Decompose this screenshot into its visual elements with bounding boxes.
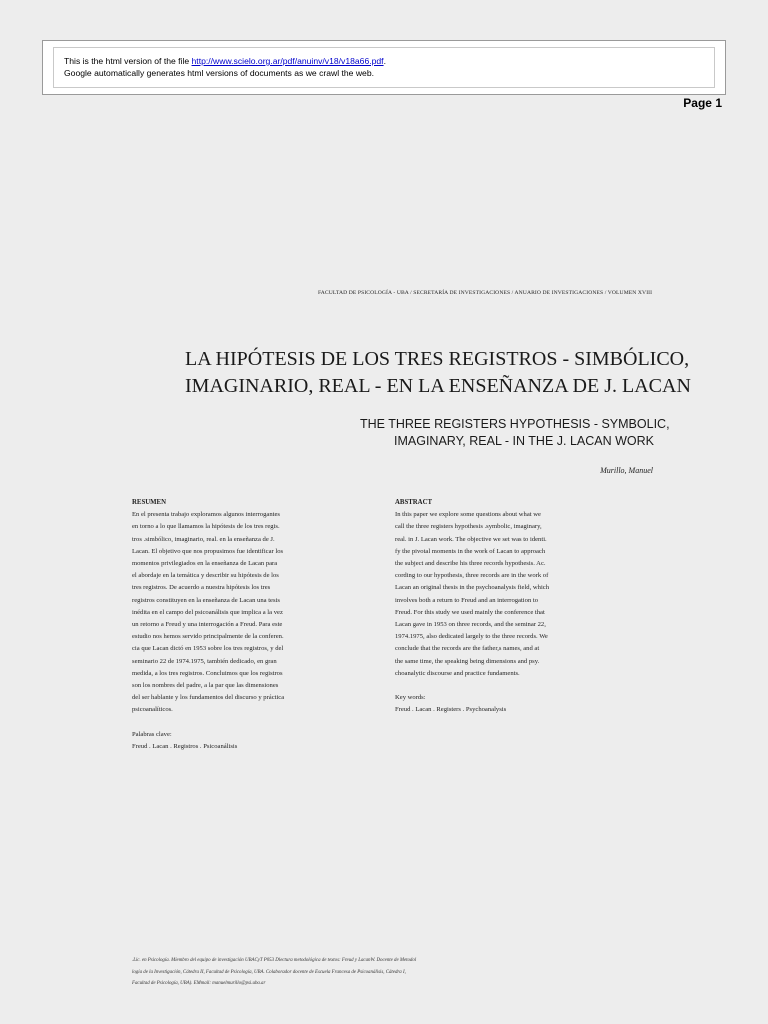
abstract-line: cording to our hypothesis, three records are in the work of <box>395 572 549 580</box>
resumen-line: en torno a lo que llamamos la hipótesis de los tres regis. <box>132 523 280 531</box>
resumen-line: psicoanalíticos. <box>132 706 173 714</box>
resumen-line: el abordaje en la temática y describir su hipótesis de los <box>132 572 279 580</box>
resumen-line: del ser hablante y los fundamentos del discurso y práctica <box>132 694 285 702</box>
abstract-line: involves both a return to Freud and an interrogation to <box>395 596 539 604</box>
resumen-line: estudio nos hemos servido principalmente de la conferen. <box>132 633 284 641</box>
abstract-line: 1974.1975, also dedicated largely to the three records. We <box>395 633 548 641</box>
abstract-line: the same time, the speaking being dimensions and psy. <box>395 657 540 665</box>
abstract-heading: ABSTRACT <box>395 499 433 506</box>
resumen-line: medida, a los tres registros. Concluimos que los registros <box>132 669 283 677</box>
resumen-line: En el presenta trabajo exploramos algunos interrogantes <box>132 511 280 519</box>
abstract-column <box>395 497 585 716</box>
spanish-title <box>185 346 745 400</box>
cache-notice-inner <box>53 47 715 88</box>
resumen-keywords: Freud . Lacan . Registros . Psicoanálisis <box>132 742 238 750</box>
spanish-title-line: IMAGINARIO, REAL - EN LA ENSEÑANZA DE J. LACAN <box>185 375 691 397</box>
cache-notice-line-1 <box>64 55 704 67</box>
abstract-keywords-label: Key words: <box>395 694 426 702</box>
cache-notice-box <box>42 40 726 95</box>
page-number-label: Page 1 <box>683 96 722 110</box>
abstract-keywords: Freud . Lacan . Registers . Psychoanalysis <box>395 706 507 714</box>
resumen-line: son los nombres del padre, a la par que las dimensiones <box>132 682 279 690</box>
abstract-line: call the three registers hypothesis .symbolic, imaginary, <box>395 523 542 531</box>
resumen-line: seminario 22 de 1974.1975, también dedicado, en gran <box>132 657 277 665</box>
abstract-line: choanalytic discourse and practice fundaments. <box>395 669 520 677</box>
resumen-column <box>132 497 322 753</box>
cache-notice-line-2: Google automatically generates html versions of documents as we crawl the web. <box>64 68 375 78</box>
resumen-body <box>132 509 322 716</box>
resumen-line: Lacan. El objetivo que nos propusimos fue identificar los <box>132 547 284 555</box>
resumen-heading: RESUMEN <box>132 499 166 506</box>
resumen-line: registros constituyen en la enseñanza de Lacan una tesis <box>132 596 280 604</box>
footnote-line: .Lic. en Psicología. Miembro del equipo de investigación UBACyT P053 Dlectura metodológica de textos: Freud y LacanW. Docente de Metodol <box>132 958 417 963</box>
abstract-line: Freud. For this study we used mainly the conference that <box>395 608 545 616</box>
resumen-line: tres registros. De acuerdo a nuestra hipótesis los tres <box>132 584 271 592</box>
footnote-line: Facultad de Psicología, UBA). EMmail: manuelmurillo@psi.uba.ar <box>132 981 266 986</box>
english-title-line: THE THREE REGISTERS HYPOTHESIS - SYMBOLIC, <box>360 417 670 431</box>
resumen-keywords-label: Palabras clave: <box>132 730 172 738</box>
author-footnote <box>132 955 552 990</box>
resumen-line: un retorno a Freud y una interrogación a Freud. Para este <box>132 621 283 629</box>
abstract-body <box>395 509 585 680</box>
abstract-line: fy the pivotal moments in the work of Lacan to approach <box>395 547 546 555</box>
abstract-line: the subject and describe his three records hypothesis. Ac. <box>395 560 546 568</box>
spanish-title-line: LA HIPÓTESIS DE LOS TRES REGISTROS - SIMBÓLICO, <box>185 348 690 370</box>
source-file-link[interactable]: http://www.scielo.org.ar/pdf/anuinv/v18/v18a66.pdf <box>191 56 384 66</box>
abstract-line: Lacan gave in 1953 on three records, and the seminar 22, <box>395 621 546 629</box>
footnote-line: logía de la Investigación, Cátedra II, Facultad de Psicología, UBA. Colaborador docente de Escuela Francesa de Psicoanálisis, Cátedra I, <box>132 969 406 975</box>
resumen-line: cia que Lacan dictó en 1953 sobre los tres registros, y del <box>132 645 284 653</box>
cache-notice-prefix: This is the html version of the file <box>64 56 192 66</box>
resumen-line: momentos privilegiados en la enseñanza de Lacan para <box>132 560 278 568</box>
abstract-line: conclude that the records are the father,s names, and at <box>395 645 540 653</box>
abstract-line: real. in J. Lacan work. The objective we set was to identi. <box>395 535 547 543</box>
english-title-line: IMAGINARY, REAL - IN THE J. LACAN WORK <box>394 434 655 448</box>
journal-header: FACULTAD DE PSICOLOGÍA - UBA / SECRETARÍA DE INVESTIGACIONES / ANUARIO DE INVESTIGACIONES / VOLUMEN XVIII <box>318 290 653 296</box>
resumen-line: tros .simbólico, imaginario, real. en la enseñanza de J. <box>132 535 275 543</box>
author-name: Murillo, Manuel <box>600 466 653 475</box>
abstract-line: Lacan an original thesis in the psychoanalysis field, which <box>395 584 549 592</box>
resumen-line: inédita en el campo del psicoanálisis que implica a la vez <box>132 608 283 616</box>
cache-notice-suffix: . <box>383 56 386 66</box>
abstract-line: In this paper we explore some questions about what we <box>395 511 541 519</box>
